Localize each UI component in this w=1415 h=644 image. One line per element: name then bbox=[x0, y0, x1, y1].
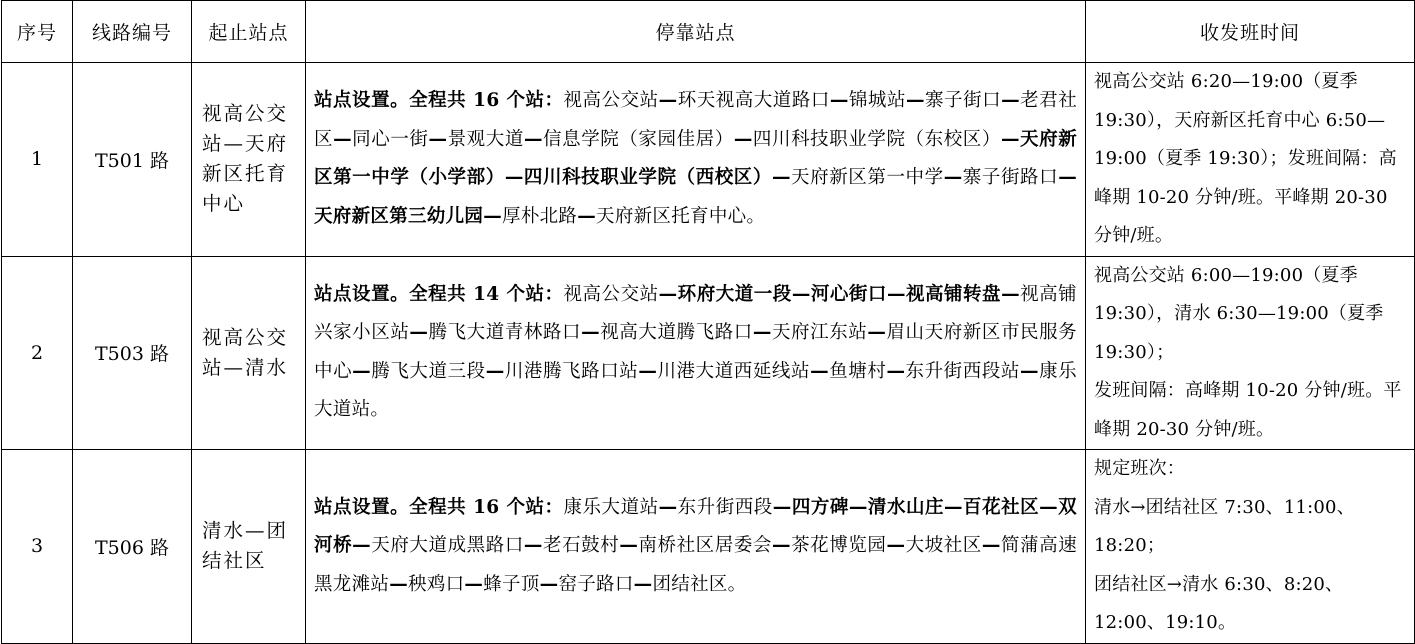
header-schedule: 收发班时间 bbox=[1086, 1, 1415, 63]
schedule-cell bbox=[1086, 256, 1415, 450]
stop-separator: — bbox=[1000, 128, 1020, 150]
header-row bbox=[2, 1, 1415, 63]
stop-name: 老君社区 bbox=[314, 90, 1077, 150]
stop-separator: — bbox=[464, 573, 484, 595]
stop-separator: — bbox=[389, 573, 409, 595]
stop-name: 简蒲高速黑龙滩站 bbox=[314, 535, 1078, 595]
stop-name: 蜂子顶 bbox=[483, 573, 540, 595]
stop-name: 眉山天府新区市民服务中心 bbox=[314, 322, 1077, 382]
schedule-line: 视高公交站 6:00—19:00（夏季 19:30），清水 6:30—19:00（夏季 19:30）； bbox=[1094, 264, 1384, 363]
stop-list-prefix: 站点设置。全程共 16 个站： bbox=[314, 90, 564, 112]
stop-separator: — bbox=[867, 322, 887, 344]
header-route-no: 线路编号 bbox=[73, 1, 192, 63]
stop-name: 东升街西段站 bbox=[905, 360, 1020, 382]
stop-separator: — bbox=[633, 573, 653, 595]
route-endpoints: 视高公交站—清水 bbox=[192, 256, 306, 450]
stop-name: 环天视高大道路口 bbox=[677, 90, 830, 112]
stop-separator: — bbox=[848, 496, 868, 518]
schedule-line: 团结社区→清水 6:30、8:20、12:00、19:10。 bbox=[1094, 573, 1344, 633]
stop-name: 视高铺兴家小区站 bbox=[314, 283, 1077, 344]
stop-separator: — bbox=[483, 205, 503, 227]
stop-separator: — bbox=[886, 535, 906, 556]
stop-separator: — bbox=[981, 535, 1001, 556]
stop-separator: — bbox=[886, 360, 906, 382]
stop-separator: — bbox=[1001, 90, 1020, 112]
stop-name: 信息学院（家园佳居） bbox=[542, 128, 734, 150]
header-endpoints: 起止站点 bbox=[192, 1, 306, 63]
row-index: 2 bbox=[2, 256, 73, 450]
stop-name: 百花社区 bbox=[962, 496, 1040, 518]
header-stops: 停靠站点 bbox=[306, 1, 1086, 63]
table-row bbox=[2, 63, 1415, 257]
stop-name: 锦城站 bbox=[848, 90, 906, 112]
stop-list-prefix: 站点设置。全程共 16 个站： bbox=[314, 496, 564, 518]
stop-name: 四方碑 bbox=[791, 496, 849, 518]
stop-separator: — bbox=[771, 535, 791, 556]
stop-separator: — bbox=[772, 496, 792, 518]
stop-separator: — bbox=[905, 90, 925, 112]
stop-name: 窑子路口 bbox=[558, 573, 634, 595]
table-row bbox=[2, 450, 1415, 644]
row-index: 1 bbox=[2, 63, 73, 257]
stop-separator: — bbox=[638, 360, 658, 382]
stop-separator: — bbox=[352, 535, 371, 556]
stop-separator: — bbox=[409, 322, 429, 344]
stop-separator: — bbox=[581, 322, 600, 344]
stop-name: 老石鼓村 bbox=[542, 535, 620, 556]
stop-name: 腾飞大道三段 bbox=[370, 360, 486, 382]
stop-name: 景观大道 bbox=[447, 128, 524, 150]
stop-separator: — bbox=[1039, 496, 1058, 518]
stop-separator: — bbox=[658, 283, 678, 305]
stop-separator: — bbox=[658, 90, 678, 112]
stop-separator: — bbox=[1020, 360, 1039, 382]
stop-name: 河心街口 bbox=[810, 283, 887, 305]
route-number: T503 路 bbox=[73, 256, 192, 450]
stop-separator: — bbox=[577, 205, 597, 227]
stop-name: 天府新区第三幼儿园 bbox=[314, 205, 484, 227]
stop-name: 茶花博览园 bbox=[790, 535, 887, 556]
stop-separator: — bbox=[752, 322, 772, 344]
stop-name: 大坡社区 bbox=[905, 535, 982, 556]
stop-list bbox=[306, 450, 1086, 644]
stop-name: 双河桥 bbox=[314, 496, 1077, 556]
stop-name: 厚朴北路 bbox=[502, 205, 578, 227]
row-index: 3 bbox=[2, 450, 73, 644]
route-number: T501 路 bbox=[73, 63, 192, 257]
stop-name: 东升街西段 bbox=[677, 496, 773, 518]
stop-list-prefix: 站点设置。全程共 14 个站： bbox=[314, 283, 564, 305]
stop-name: 天府新区托育中心。 bbox=[596, 205, 766, 227]
stop-name: 四川科技职业学院（东校区） bbox=[752, 128, 1001, 150]
stop-name: 川港大道西延线站 bbox=[657, 360, 811, 382]
stop-name: 天府新区第一中学 bbox=[790, 167, 944, 189]
stop-separator: — bbox=[829, 90, 849, 112]
stop-list bbox=[306, 256, 1086, 450]
schedule-line: 视高公交站 6:20—19:00（夏季 19:30），天府新区托育中心 6:50—19:00（夏季 19:30）；发班间隔：高峰期 10-20 分钟/班。平峰期 20-30 分钟/班。 bbox=[1094, 71, 1397, 246]
bus-route-table bbox=[1, 0, 1415, 644]
schedule-line: 规定班次： bbox=[1094, 458, 1185, 479]
stop-separator: — bbox=[523, 535, 543, 556]
stop-list bbox=[306, 63, 1086, 257]
table-row bbox=[2, 256, 1415, 450]
schedule-cell bbox=[1086, 450, 1415, 644]
stop-name: 团结社区。 bbox=[652, 573, 747, 595]
stop-separator: — bbox=[619, 535, 639, 556]
schedule-cell bbox=[1086, 63, 1415, 257]
stop-name: 鱼塘村 bbox=[828, 360, 887, 382]
route-endpoints: 视高公交站—天府新区托育中心 bbox=[192, 63, 306, 257]
stop-separator: — bbox=[733, 128, 753, 150]
stop-name: 环府大道一段 bbox=[677, 283, 792, 305]
stop-name: 视高公交站 bbox=[563, 90, 659, 112]
stop-separator: — bbox=[1058, 167, 1077, 189]
schedule-line: 清水→团结社区 7:30、11:00、18:20； bbox=[1094, 496, 1355, 556]
stop-name: 川港腾飞路口站 bbox=[504, 360, 639, 382]
stop-name: 视高公交站 bbox=[563, 283, 659, 305]
stop-separator: — bbox=[886, 283, 906, 305]
stop-name: 同心一街 bbox=[351, 128, 429, 150]
stop-name: 视高铺转盘 bbox=[905, 283, 1002, 305]
stop-separator: — bbox=[1001, 283, 1020, 305]
header-index: 序号 bbox=[2, 1, 73, 63]
stop-name: 视高大道腾飞路口 bbox=[599, 322, 753, 344]
stop-name: 康乐大道站 bbox=[563, 496, 659, 518]
stop-name: 清水山庄 bbox=[867, 496, 945, 518]
route-number: T506 路 bbox=[73, 450, 192, 644]
stop-separator: — bbox=[944, 496, 963, 518]
stop-separator: — bbox=[504, 167, 524, 189]
stop-name: 天府新区第一中学（小学部） bbox=[314, 128, 1078, 189]
route-endpoints: 清水—团结社区 bbox=[192, 450, 306, 644]
stop-separator: — bbox=[810, 360, 829, 382]
stop-separator: — bbox=[333, 128, 352, 150]
stop-separator: — bbox=[523, 128, 543, 150]
stop-separator: — bbox=[539, 573, 559, 595]
stop-name: 寨子街路口 bbox=[962, 167, 1059, 189]
stop-name: 秧鸡口 bbox=[408, 573, 465, 595]
stop-name: 康乐大道站。 bbox=[314, 360, 1077, 421]
stop-separator: — bbox=[428, 128, 448, 150]
stop-separator: — bbox=[658, 496, 678, 518]
schedule-line: 发班间隔：高峰期 10-20 分钟/班。平峰期 20-30 分钟/班。 bbox=[1094, 380, 1402, 440]
stop-separator: — bbox=[485, 360, 505, 382]
stop-name: 腾飞大道青林路口 bbox=[428, 322, 582, 344]
stop-separator: — bbox=[771, 167, 791, 189]
stop-name: 四川科技职业学院（西校区） bbox=[523, 167, 772, 189]
stop-name: 南桥社区居委会 bbox=[638, 535, 772, 556]
stop-name: 天府江东站 bbox=[771, 322, 868, 344]
stop-name: 天府大道成黑路口 bbox=[370, 535, 524, 556]
stop-name: 寨子街口 bbox=[924, 90, 1002, 112]
stop-separator: — bbox=[943, 167, 963, 189]
stop-separator: — bbox=[791, 283, 811, 305]
stop-separator: — bbox=[352, 360, 371, 382]
